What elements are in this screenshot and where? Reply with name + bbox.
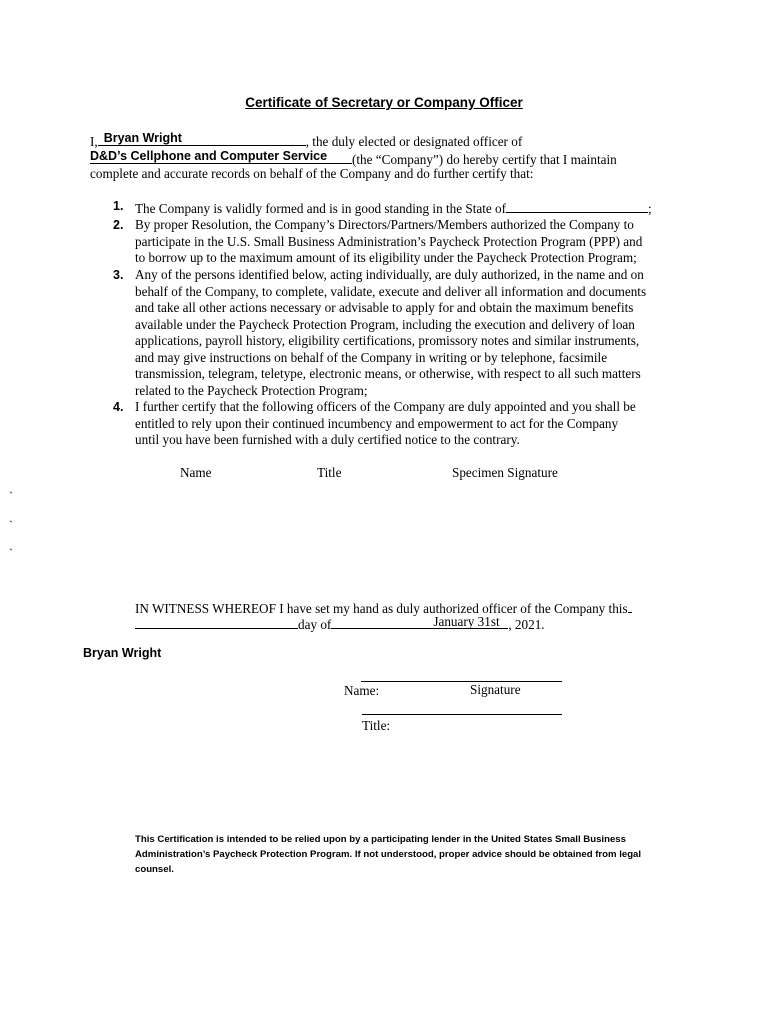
item-3-line-2: behalf of the Company, to complete, validate, execute and deliver all information and documents [135, 283, 647, 299]
item-4-line-3: until you have been furnished with a duly certified notice to the contrary. [135, 432, 520, 447]
item-1-end: ; [648, 201, 652, 216]
item-4-line-2: entitled to rely upon their continued incumbency and empowerment to act for the Company [135, 415, 619, 431]
signer-name: Bryan Wright [83, 646, 162, 660]
intro-prefix: I, [90, 134, 98, 149]
officer-name: Bryan Wright [103, 131, 182, 145]
intro-after-company: (the “Company”) do hereby certify that I maintain [352, 152, 617, 167]
item-number-4: 4. [113, 400, 124, 414]
name-label: Name: [344, 683, 380, 698]
state-field[interactable] [506, 198, 648, 213]
day-field[interactable] [135, 614, 298, 629]
signature-line[interactable] [361, 681, 562, 682]
company-name-field[interactable] [90, 149, 352, 164]
item-3-line-8: related to the Paycheck Protection Program; [135, 382, 368, 398]
date-value: January 31st [433, 614, 500, 629]
witness-line-2 [135, 614, 545, 634]
item-3-line-6: and may give instructions on behalf of the Company in writing or by telephone, facsimile [135, 349, 608, 365]
officer-name-field[interactable] [98, 131, 306, 146]
item-4-line-1: I further certify that the following officers of the Company are duly appointed and you shall be [135, 399, 636, 414]
intro-after-name: , the duly elected or designated officer of [305, 134, 523, 149]
item-3-line-5: applications, payroll history, eligibility certifications, promissory notes and similar instruments, [135, 333, 640, 348]
item-number-3: 3. [113, 268, 124, 282]
tick-mark-1: ` [9, 489, 13, 503]
item-3-line-3: and take all other actions necessary or advisable to apply for and obtain the maximum benefits [135, 300, 634, 315]
item-2-line-1: By proper Resolution, the Company’s Directors/Partners/Members authorized the Company to [135, 217, 634, 232]
title-label: Title: [362, 718, 391, 733]
header-specimen-signature: Specimen Signature [452, 465, 558, 480]
intro-line-3: complete and accurate records on behalf of the Company and do further certify that: [90, 166, 534, 181]
header-name: Name [180, 465, 212, 480]
item-number-1: 1. [113, 199, 124, 213]
witness-text: IN WITNESS WHEREOF I have set my hand as duly authorized officer of the Company this [135, 601, 628, 616]
tick-mark-3: ` [9, 546, 13, 560]
day-of-label: day of [298, 617, 332, 632]
tick-mark-2: ` [9, 518, 13, 532]
item-number-2: 2. [113, 218, 124, 232]
item-1-text: The Company is validly formed and is in good standing in the State of [135, 201, 507, 216]
signature-label: Signature [470, 682, 521, 697]
title-line[interactable] [362, 714, 562, 715]
item-3-line-7: transmission, telegram, teletype, electronic means, or otherwise, with respect to all such matters [135, 366, 641, 381]
footer-disclaimer: This Certification is intended to be relied upon by a participating lender in the United States Small Business Administration’s Paycheck Protection Program. If not understood, proper advice should be obtained from legal counsel. [135, 834, 642, 875]
company-name: D&D’s Cellphone and Computer Service [90, 149, 328, 163]
item-1-line-1 [135, 198, 652, 218]
date-field[interactable] [331, 614, 508, 629]
page-title: Certificate of Secretary or Company Officer [245, 95, 523, 110]
header-title: Title [317, 465, 342, 480]
item-2-line-3: to borrow up to the maximum amount of its eligibility under the Paycheck Protection Program; [135, 250, 637, 265]
item-3-line-4: available under the Paycheck Protection Program, including the execution and delivery of loan [135, 316, 635, 332]
item-3-line-1: Any of the persons identified below, acting individually, are duly authorized, in the name and on [135, 267, 644, 282]
witness-trailing-underline [628, 598, 632, 613]
year-text: , 2021. [508, 617, 545, 632]
item-2-line-2: participate in the U.S. Small Business Administration’s Paycheck Protection Program (PPP) and [135, 233, 643, 249]
